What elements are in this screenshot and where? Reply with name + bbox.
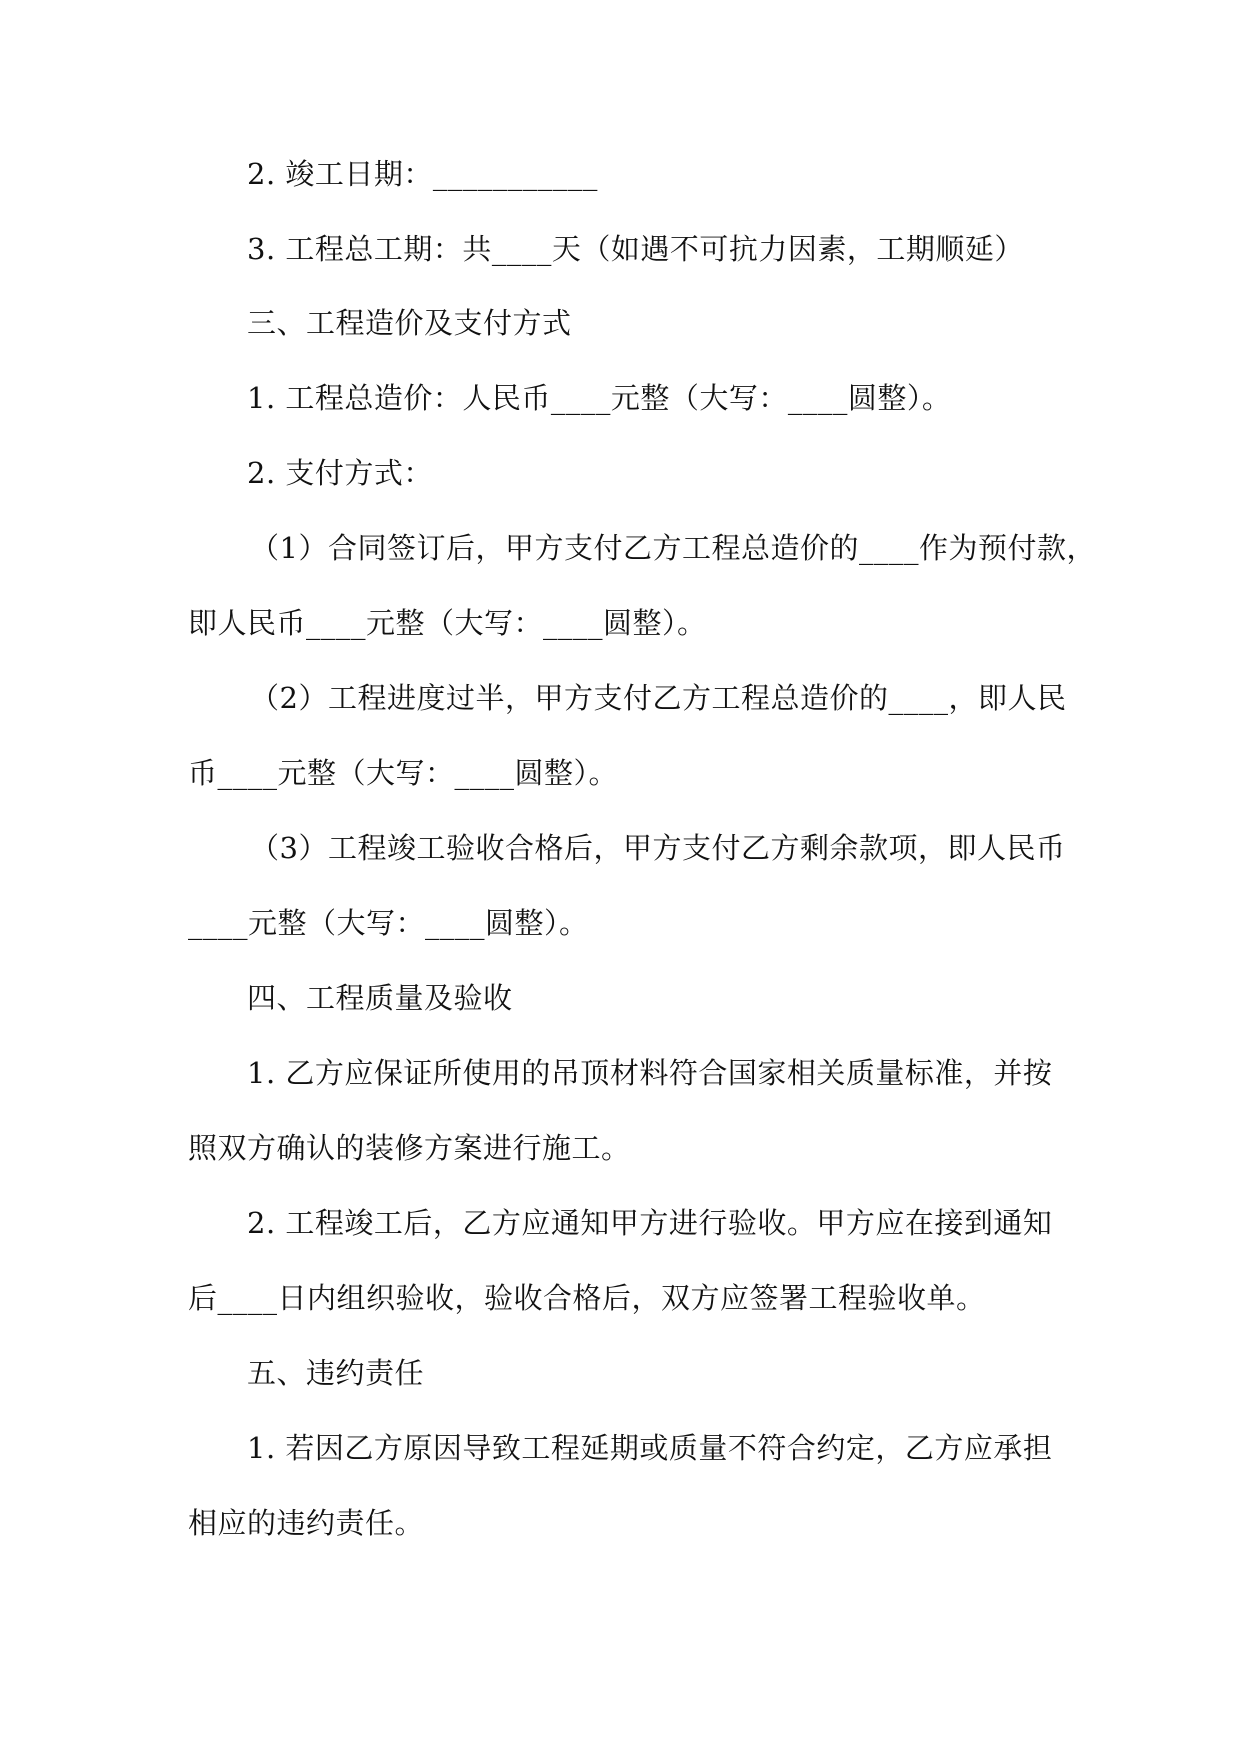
completion-date-line: 2. 竣工日期：___________ (247, 157, 598, 191)
section-heading-liability: 五、违约责任 (247, 1356, 425, 1390)
payment-item-2-line-b: 币____元整（大写：____圆整）。 (188, 756, 619, 790)
liability-item-1-line-a: 1. 若因乙方原因导致工程延期或质量不符合约定，乙方应承担 (247, 1431, 1053, 1465)
total-duration-line: 3. 工程总工期：共____天（如遇不可抗力因素，工期顺延） (247, 232, 1024, 266)
payment-method-line: 2. 支付方式： (247, 456, 433, 490)
quality-item-1-line-b: 照双方确认的装修方案进行施工。 (188, 1131, 631, 1165)
section-heading-quality: 四、工程质量及验收 (247, 981, 513, 1015)
payment-item-1-line-b: 即人民币____元整（大写：____圆整）。 (188, 606, 707, 640)
payment-item-3-line-a: （3）工程竣工验收合格后，甲方支付乙方剩余款项，即人民币 (250, 831, 1066, 865)
quality-item-2-line-a: 2. 工程竣工后，乙方应通知甲方进行验收。甲方应在接到通知 (247, 1206, 1053, 1240)
quality-item-1-line-a: 1. 乙方应保证所使用的吊顶材料符合国家相关质量标准，并按 (247, 1056, 1053, 1090)
total-cost-line: 1. 工程总造价：人民币____元整（大写：____圆整）。 (247, 381, 952, 415)
payment-item-1-line-a: （1）合同签订后，甲方支付乙方工程总造价的____作为预付款， (250, 531, 1096, 565)
liability-item-1-line-b: 相应的违约责任。 (188, 1506, 425, 1540)
payment-item-2-line-a: （2）工程进度过半，甲方支付乙方工程总造价的____，即人民 (250, 681, 1067, 715)
section-heading-cost: 三、工程造价及支付方式 (247, 306, 572, 340)
payment-item-3-line-b: ____元整（大写：____圆整）。 (188, 906, 589, 940)
quality-item-2-line-b: 后____日内组织验收，验收合格后，双方应签署工程验收单。 (188, 1281, 986, 1315)
